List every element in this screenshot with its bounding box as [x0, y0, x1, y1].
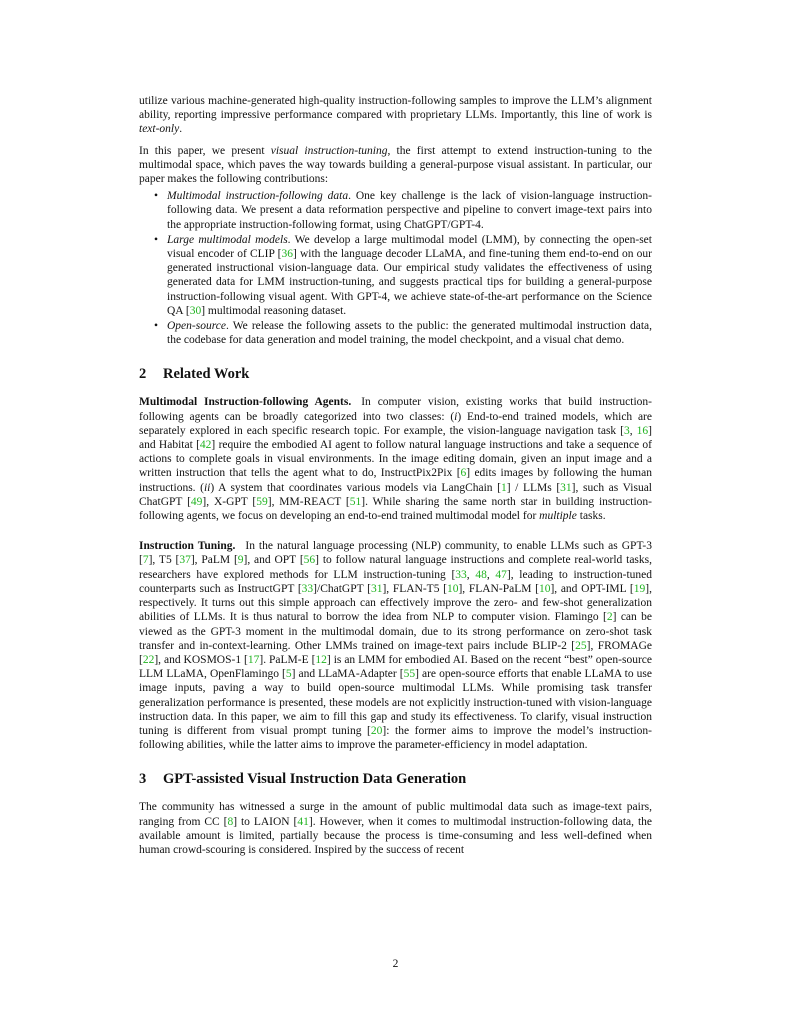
page-number: 2 [392, 958, 399, 970]
emphasis: Open-source [167, 320, 226, 333]
emphasis: Large multimodal models [167, 233, 288, 246]
citation-link[interactable]: 41 [297, 815, 309, 828]
text-run: ] is an LMM for embodied AI. Based on the recent “best” open-source LLM LLaMA, OpenFlamingo [ [139, 653, 652, 681]
citation-link[interactable]: 6 [460, 467, 467, 480]
text-run: ) End-to-end trained models, which are separately explored in each specific research topic. For example, the vision-language navigation task [ [139, 410, 652, 437]
citation-link[interactable]: 7 [142, 554, 149, 567]
citation-link[interactable]: 19 [633, 582, 646, 595]
text-run: ], and OPT [ [243, 554, 304, 567]
text-run: . We develop a large multimodal model (LMM), by connecting the open-set visual encoder of CLIP [ [167, 233, 652, 261]
citation-link[interactable]: 51 [349, 495, 362, 508]
citation-link[interactable]: 49 [190, 495, 203, 508]
text-run: ], FLAN-T5 [ [382, 582, 447, 595]
text-run: , [629, 424, 637, 437]
text-run: ]. While sharing the same north star in building instruction-following agents, we focus on developing an end-to-end trained multimodal model for [139, 495, 653, 523]
text-run: ]/ChatGPT [ [313, 582, 371, 595]
text-run: ], such as Visual ChatGPT [ [139, 481, 652, 508]
citation-link[interactable]: 31 [560, 481, 572, 494]
emphasis: visual instruction-tuning [270, 144, 388, 157]
text-run: ]: the former aims to improve the model’s instruction-following abilities, while the latter aims to improve the parameter-efficiency in model adaptation. [139, 724, 652, 752]
text-run: tasks. [576, 510, 606, 523]
text-run: In this paper, we present [139, 144, 271, 157]
text-run: ) A system that coordinates various models via LangChain [ [210, 481, 501, 494]
list-item [154, 233, 653, 318]
section-3-heading [139, 770, 652, 788]
text-run: ] and LLaMA-Adapter [ [291, 668, 404, 681]
list-item [154, 189, 652, 232]
citation-link[interactable]: 33 [301, 582, 314, 595]
section-number: 3 [139, 771, 147, 788]
citation-link[interactable]: 16 [636, 424, 649, 437]
citation-link[interactable]: 9 [237, 554, 244, 567]
citation-link[interactable]: 2 [606, 611, 613, 624]
section-2-heading [139, 365, 652, 383]
text-run: ] can be viewed as the GPT-3 moment in the multimodal domain, due to its strong performance on zero-shot task transfer and in-context-learning. Other LMMs trained on image-text pairs include BLIP-2 [ [139, 611, 652, 652]
text-run: ]. PaLM-E [ [259, 653, 316, 666]
citation-link[interactable]: 36 [281, 248, 293, 261]
text-run: ], PaLM [ [190, 554, 238, 567]
bullet-icon: • [154, 320, 159, 333]
text-run: . We release the following assets to the public: the generated multimodal instruction data, the codebase for data generation and model training, the model checkpoint, and a visual chat demo. [167, 320, 652, 347]
text-run: In the natural language processing (NLP) community, to enable LLMs such as GPT-3 [ [139, 540, 652, 567]
contributions-list [139, 189, 652, 347]
citation-link[interactable]: 42 [199, 439, 212, 452]
text-run: ], and KOSMOS-1 [ [154, 653, 248, 666]
citation-link[interactable]: 17 [247, 653, 260, 666]
citation-link[interactable]: 1 [500, 481, 507, 494]
bullet-icon: • [154, 233, 159, 246]
emphasis: multiple [539, 510, 577, 523]
emphasis: text-only [139, 123, 180, 136]
text-run: ], leading to instruction-tuned counterparts such as InstructGPT [ [139, 568, 653, 595]
citation-link[interactable]: 25 [575, 639, 587, 652]
text-run: ], respectively. It turns out this simple approach can effectively improve the zero- and few-shot generalization abilities of LLMs. It is thus natural to borrow the idea from NLP to computer vision. Flamingo [ [139, 582, 652, 624]
paragraph-title: Instruction Tuning. [139, 540, 236, 553]
citation-link[interactable]: 47 [495, 568, 507, 581]
text-run: ] and Habitat [ [139, 424, 652, 452]
text-run: The community has witnessed a surge in the amount of public multimodal data such as image-text pairs, ranging from CC [ [139, 801, 652, 828]
text-run: ], FLAN-PaLM [ [458, 582, 539, 595]
citation-link[interactable]: 5 [285, 668, 292, 681]
citation-link[interactable]: 31 [370, 582, 383, 595]
roman-numeral: i [454, 410, 458, 423]
list-item [154, 319, 652, 347]
paragraph-title: Multimodal Instruction-following Agents. [139, 396, 352, 409]
text-run: ], MM-REACT [ [267, 495, 350, 508]
text-run: ], FROMAGe [ [139, 639, 652, 666]
citation-link[interactable]: 59 [256, 495, 268, 508]
citation-link[interactable]: 30 [189, 304, 202, 317]
citation-link[interactable]: 22 [142, 653, 155, 666]
text-run: ], T5 [ [148, 554, 180, 567]
bullet-icon: • [154, 190, 159, 203]
section-title: GPT-assisted Visual Instruction Data Generation [163, 771, 467, 788]
text-run: ] require the embodied AI agent to follow natural language instructions and take a sequence of actions to complete goals in visual environments. In the image editing domain, given an input image and a written instruction that tells the agent what to do, InstructPix2Pix [ [139, 439, 652, 480]
citation-link[interactable]: 48 [475, 568, 487, 581]
paper-page [139, 94, 652, 857]
emphasis: Multimodal instruction-following data [167, 190, 349, 203]
citation-link[interactable]: 56 [303, 554, 316, 567]
citation-link[interactable]: 20 [370, 724, 383, 737]
roman-numeral: ii [203, 481, 211, 494]
text-run: , [486, 568, 496, 581]
section-title: Related Work [163, 366, 250, 383]
section-3-paragraph [139, 800, 652, 857]
text-run: , the first attempt to extend instruction-tuning to the multimodal space, which paves the way towards building a general-purpose visual assistant. In particular, our paper makes the following contributions: [139, 144, 652, 186]
related-work-agents-paragraph [139, 395, 652, 523]
related-work-instruction-tuning-paragraph [139, 539, 652, 752]
citation-link[interactable]: 8 [227, 815, 234, 828]
citation-link[interactable]: 55 [403, 668, 416, 681]
citation-link[interactable]: 10 [538, 582, 551, 595]
citation-link[interactable]: 3 [624, 424, 630, 437]
citation-link[interactable]: 12 [315, 653, 327, 666]
text-run: . One key challenge is the lack of vision-language instruction-following data. We present a data reformation perspective and pipeline to convert image-text pairs into the appropriate instruction-following format, using ChatGPT/GPT-4. [167, 190, 652, 231]
section-number: 2 [139, 366, 147, 383]
text-run: ] multimodal reasoning dataset. [201, 304, 347, 317]
text-run: ] with the language decoder LLaMA, and fine-tuning them end-to-end on our generated instructional vision-language data. Our empirical study validates the effectiveness of using generated data for LMM instruction-tuning, and suggests practical tips for building a general-purpose instruction-following visual agent. With GPT-4, we achieve state-of-the-art performance on the Science QA [ [167, 248, 653, 317]
text-run: ] to follow natural language instructions and complete real-world tasks, researchers have explored methods for LLM instruction-tuning [ [139, 554, 653, 581]
text-run: In computer vision, existing works that build instruction-following agents can be broadly categorized into two classes: ( [139, 396, 652, 423]
citation-link[interactable]: 33 [455, 568, 467, 581]
citation-link[interactable]: 10 [446, 582, 459, 595]
intro-paragraph-2 [139, 144, 652, 187]
text-run: , [466, 568, 476, 581]
text-run: ], X-GPT [ [202, 495, 257, 508]
text-run: utilize various machine-generated high-quality instruction-following samples to improve the LLM’s alignment ability, reporting impressive performance compared with proprietary LLMs. Importantly, this line of work is [139, 95, 652, 122]
text-run: . [179, 123, 183, 136]
text-run: ]. However, when it comes to multimodal instruction-following data, the available amount is limited, partially because the process is time-consuming and less well-defined when human crowd-scouring is considered. Inspired by the success of recent [139, 815, 652, 856]
text-run: ] to LAION [ [233, 815, 298, 828]
text-run: ] edits images by following the human instructions. ( [139, 467, 652, 494]
text-run: ], and OPT-IML [ [550, 582, 634, 595]
citation-link[interactable]: 37 [179, 554, 191, 567]
text-run: ] are open-source efforts that enable LLaMA to use image inputs, paving a way to build open-source multimodal LLMs. While promising task transfer generalization performance is presented, these models are not explicitly instruction-tuned with vision-language instruction data. In this paper, we aim to fill this gap and study its effectiveness. To clarify, visual instruction tuning is different from visual prompt tuning [ [139, 668, 652, 737]
intro-paragraph-1 [139, 94, 652, 137]
text-run: ] / LLMs [ [506, 481, 561, 494]
